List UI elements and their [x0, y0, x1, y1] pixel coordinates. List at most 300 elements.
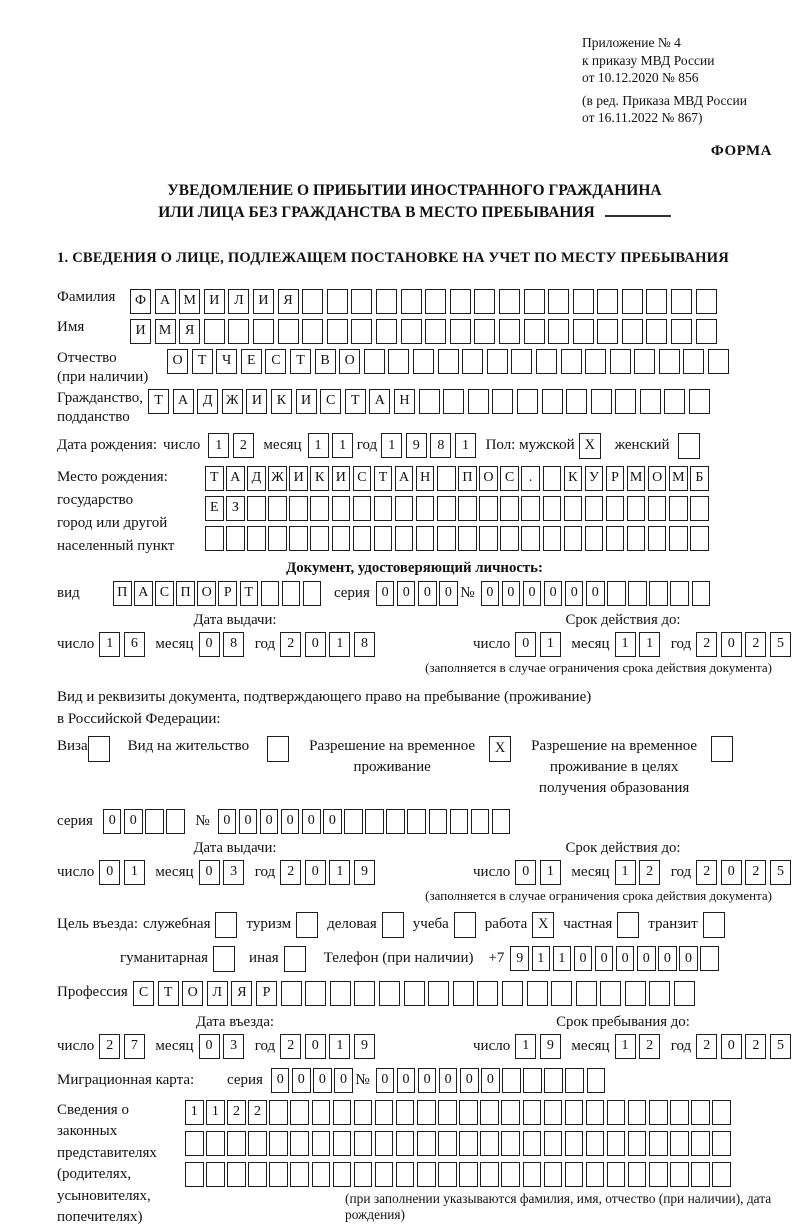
char-cell[interactable]: 2	[745, 632, 766, 657]
char-cell[interactable]: 0	[199, 632, 220, 657]
char-cell[interactable]: 0	[305, 860, 326, 885]
char-cell[interactable]	[585, 349, 606, 374]
char-cell[interactable]: 8	[430, 433, 451, 458]
char-cell[interactable]	[310, 496, 329, 521]
char-cell[interactable]	[374, 526, 393, 551]
char-cell[interactable]	[648, 526, 667, 551]
char-cell[interactable]: 0	[271, 1068, 290, 1093]
char-cell[interactable]: 0	[397, 1068, 416, 1093]
char-cell[interactable]	[269, 1100, 288, 1125]
char-cell[interactable]: 0	[481, 581, 500, 606]
char-cell[interactable]	[303, 581, 322, 606]
char-cell[interactable]: 0	[679, 946, 698, 971]
char-cell[interactable]: А	[226, 466, 245, 491]
char-cell[interactable]: 0	[586, 581, 605, 606]
char-cell[interactable]: 0	[305, 1034, 326, 1059]
char-cell[interactable]	[290, 1100, 309, 1125]
char-cell[interactable]: 2	[696, 632, 717, 657]
char-cell[interactable]	[290, 1131, 309, 1156]
char-cell[interactable]: 2	[639, 860, 660, 885]
char-cell[interactable]: 9	[354, 860, 375, 885]
char-cell[interactable]: 1	[124, 860, 145, 885]
char-cell[interactable]: О	[167, 349, 188, 374]
char-cell[interactable]	[458, 526, 477, 551]
char-cell[interactable]	[670, 1131, 689, 1156]
char-cell[interactable]	[332, 496, 351, 521]
char-cell[interactable]	[204, 319, 225, 344]
char-cell[interactable]	[689, 389, 710, 414]
char-cell[interactable]	[425, 319, 446, 344]
char-cell[interactable]	[696, 289, 717, 314]
char-cell[interactable]	[327, 289, 348, 314]
char-cell[interactable]	[524, 289, 545, 314]
char-cell[interactable]	[564, 526, 583, 551]
purpose-humanitarian-checkbox[interactable]	[213, 946, 235, 972]
char-cell[interactable]	[670, 1100, 689, 1125]
char-cell[interactable]: 2	[696, 1034, 717, 1059]
char-cell[interactable]	[344, 809, 363, 834]
char-cell[interactable]	[289, 496, 308, 521]
char-cell[interactable]	[690, 526, 709, 551]
char-cell[interactable]: М	[627, 466, 646, 491]
char-cell[interactable]	[625, 981, 646, 1006]
char-cell[interactable]	[428, 981, 449, 1006]
char-cell[interactable]: 1	[540, 860, 561, 885]
char-cell[interactable]: 0	[302, 809, 321, 834]
char-cell[interactable]	[459, 1100, 478, 1125]
char-cell[interactable]: 2	[248, 1100, 267, 1125]
char-cell[interactable]	[669, 496, 688, 521]
char-cell[interactable]: 9	[354, 1034, 375, 1059]
char-cell[interactable]: У	[585, 466, 604, 491]
char-cell[interactable]: 1	[615, 860, 636, 885]
char-cell[interactable]	[425, 289, 446, 314]
char-cell[interactable]: 0	[616, 946, 635, 971]
char-cell[interactable]	[659, 349, 680, 374]
char-cell[interactable]	[364, 349, 385, 374]
char-cell[interactable]	[480, 1100, 499, 1125]
char-cell[interactable]: 0	[439, 1068, 458, 1093]
char-cell[interactable]	[185, 1131, 204, 1156]
char-cell[interactable]: И	[246, 389, 267, 414]
char-cell[interactable]: 1	[455, 433, 476, 458]
char-cell[interactable]: 8	[223, 632, 244, 657]
char-cell[interactable]: П	[113, 581, 132, 606]
char-cell[interactable]: 1	[208, 433, 229, 458]
char-cell[interactable]	[527, 981, 548, 1006]
char-cell[interactable]	[226, 526, 245, 551]
char-cell[interactable]	[586, 1100, 605, 1125]
option-temp-residence-edu-checkbox[interactable]	[711, 736, 733, 762]
char-cell[interactable]	[450, 809, 469, 834]
char-cell[interactable]: 0	[502, 581, 521, 606]
char-cell[interactable]: 0	[305, 632, 326, 657]
char-cell[interactable]: Р	[218, 581, 237, 606]
char-cell[interactable]	[166, 809, 185, 834]
char-cell[interactable]: 1	[553, 946, 572, 971]
char-cell[interactable]	[375, 1131, 394, 1156]
char-cell[interactable]: Н	[394, 389, 415, 414]
char-cell[interactable]: И	[204, 289, 225, 314]
char-cell[interactable]	[375, 1100, 394, 1125]
char-cell[interactable]: Я	[231, 981, 252, 1006]
char-cell[interactable]	[401, 319, 422, 344]
char-cell[interactable]: 1	[615, 632, 636, 657]
char-cell[interactable]	[310, 526, 329, 551]
char-cell[interactable]	[185, 1162, 204, 1187]
char-cell[interactable]	[479, 526, 498, 551]
char-cell[interactable]: 0	[260, 809, 279, 834]
char-cell[interactable]	[374, 496, 393, 521]
option-residence-permit-checkbox[interactable]	[267, 736, 289, 762]
char-cell[interactable]: Н	[416, 466, 435, 491]
char-cell[interactable]	[649, 1131, 668, 1156]
char-cell[interactable]: 0	[721, 1034, 742, 1059]
char-cell[interactable]	[696, 319, 717, 344]
char-cell[interactable]	[536, 349, 557, 374]
char-cell[interactable]	[523, 1162, 542, 1187]
char-cell[interactable]	[670, 581, 689, 606]
char-cell[interactable]	[501, 1162, 520, 1187]
char-cell[interactable]: Я	[179, 319, 200, 344]
char-cell[interactable]	[585, 526, 604, 551]
char-cell[interactable]: Т	[158, 981, 179, 1006]
char-cell[interactable]: 1	[639, 632, 660, 657]
char-cell[interactable]: 3	[223, 860, 244, 885]
char-cell[interactable]	[450, 289, 471, 314]
char-cell[interactable]	[691, 1131, 710, 1156]
char-cell[interactable]	[312, 1162, 331, 1187]
char-cell[interactable]	[565, 1100, 584, 1125]
char-cell[interactable]	[523, 1100, 542, 1125]
char-cell[interactable]: С	[500, 466, 519, 491]
char-cell[interactable]: Т	[345, 389, 366, 414]
char-cell[interactable]: В	[315, 349, 336, 374]
char-cell[interactable]: М	[179, 289, 200, 314]
char-cell[interactable]: 0	[544, 581, 563, 606]
option-visa-checkbox[interactable]	[88, 736, 110, 762]
char-cell[interactable]: К	[564, 466, 583, 491]
char-cell[interactable]: 0	[439, 581, 458, 606]
char-cell[interactable]: 2	[280, 632, 301, 657]
char-cell[interactable]	[561, 349, 582, 374]
char-cell[interactable]	[591, 389, 612, 414]
purpose-official-checkbox[interactable]	[215, 912, 237, 938]
char-cell[interactable]	[305, 981, 326, 1006]
char-cell[interactable]	[450, 319, 471, 344]
char-cell[interactable]: 3	[223, 1034, 244, 1059]
char-cell[interactable]: И	[296, 389, 317, 414]
char-cell[interactable]: Ж	[222, 389, 243, 414]
char-cell[interactable]: 1	[329, 860, 350, 885]
char-cell[interactable]	[248, 1162, 267, 1187]
char-cell[interactable]: А	[134, 581, 153, 606]
char-cell[interactable]: З	[226, 496, 245, 521]
char-cell[interactable]	[500, 496, 519, 521]
char-cell[interactable]: 0	[515, 860, 536, 885]
sex-female-checkbox[interactable]	[678, 433, 700, 459]
purpose-tourism-checkbox[interactable]	[296, 912, 318, 938]
char-cell[interactable]	[499, 319, 520, 344]
char-cell[interactable]: 0	[99, 860, 120, 885]
char-cell[interactable]	[388, 349, 409, 374]
char-cell[interactable]: 0	[481, 1068, 500, 1093]
char-cell[interactable]	[565, 1131, 584, 1156]
char-cell[interactable]: Р	[606, 466, 625, 491]
char-cell[interactable]: 2	[99, 1034, 120, 1059]
char-cell[interactable]	[354, 1100, 373, 1125]
char-cell[interactable]: Д	[197, 389, 218, 414]
char-cell[interactable]	[524, 319, 545, 344]
char-cell[interactable]	[268, 496, 287, 521]
char-cell[interactable]	[407, 809, 426, 834]
char-cell[interactable]	[628, 581, 647, 606]
char-cell[interactable]: 2	[233, 433, 254, 458]
char-cell[interactable]	[606, 526, 625, 551]
char-cell[interactable]	[543, 496, 562, 521]
char-cell[interactable]: О	[339, 349, 360, 374]
char-cell[interactable]	[544, 1100, 563, 1125]
char-cell[interactable]: 1	[308, 433, 329, 458]
char-cell[interactable]	[615, 389, 636, 414]
char-cell[interactable]	[462, 349, 483, 374]
char-cell[interactable]	[573, 289, 594, 314]
char-cell[interactable]: 2	[280, 1034, 301, 1059]
char-cell[interactable]	[312, 1131, 331, 1156]
purpose-work-checkbox[interactable]: X	[532, 912, 554, 938]
char-cell[interactable]	[416, 496, 435, 521]
char-cell[interactable]	[551, 981, 572, 1006]
char-cell[interactable]	[458, 496, 477, 521]
char-cell[interactable]	[351, 319, 372, 344]
char-cell[interactable]	[708, 349, 729, 374]
char-cell[interactable]	[333, 1131, 352, 1156]
char-cell[interactable]: 1	[185, 1100, 204, 1125]
char-cell[interactable]	[628, 1162, 647, 1187]
char-cell[interactable]: С	[133, 981, 154, 1006]
char-cell[interactable]	[606, 496, 625, 521]
char-cell[interactable]	[480, 1162, 499, 1187]
char-cell[interactable]	[622, 289, 643, 314]
char-cell[interactable]	[521, 526, 540, 551]
option-temp-residence-checkbox[interactable]: X	[489, 736, 511, 762]
char-cell[interactable]	[564, 496, 583, 521]
char-cell[interactable]	[600, 981, 621, 1006]
char-cell[interactable]	[206, 1131, 225, 1156]
char-cell[interactable]: 0	[239, 809, 258, 834]
char-cell[interactable]: Л	[207, 981, 228, 1006]
char-cell[interactable]	[565, 1068, 584, 1093]
char-cell[interactable]	[690, 496, 709, 521]
char-cell[interactable]: 0	[313, 1068, 332, 1093]
char-cell[interactable]	[302, 289, 323, 314]
char-cell[interactable]	[646, 319, 667, 344]
char-cell[interactable]: 1	[515, 1034, 536, 1059]
purpose-transit-checkbox[interactable]	[703, 912, 725, 938]
char-cell[interactable]	[302, 319, 323, 344]
char-cell[interactable]: 0	[565, 581, 584, 606]
char-cell[interactable]: 0	[418, 1068, 437, 1093]
char-cell[interactable]: 0	[523, 581, 542, 606]
char-cell[interactable]	[573, 319, 594, 344]
char-cell[interactable]: 0	[376, 581, 395, 606]
char-cell[interactable]: М	[155, 319, 176, 344]
char-cell[interactable]: А	[173, 389, 194, 414]
char-cell[interactable]	[429, 809, 448, 834]
char-cell[interactable]	[548, 289, 569, 314]
char-cell[interactable]: 0	[334, 1068, 353, 1093]
char-cell[interactable]: 0	[103, 809, 122, 834]
char-cell[interactable]	[353, 496, 372, 521]
char-cell[interactable]	[413, 349, 434, 374]
char-cell[interactable]: 1	[329, 632, 350, 657]
char-cell[interactable]	[627, 496, 646, 521]
char-cell[interactable]	[712, 1162, 731, 1187]
char-cell[interactable]	[474, 289, 495, 314]
char-cell[interactable]: Д	[247, 466, 266, 491]
char-cell[interactable]	[669, 526, 688, 551]
char-cell[interactable]	[459, 1162, 478, 1187]
char-cell[interactable]	[453, 981, 474, 1006]
char-cell[interactable]: П	[458, 466, 477, 491]
char-cell[interactable]: 0	[658, 946, 677, 971]
char-cell[interactable]: 0	[637, 946, 656, 971]
char-cell[interactable]: .	[521, 466, 540, 491]
char-cell[interactable]: 1	[615, 1034, 636, 1059]
char-cell[interactable]	[247, 496, 266, 521]
char-cell[interactable]	[649, 581, 668, 606]
char-cell[interactable]	[205, 526, 224, 551]
char-cell[interactable]	[396, 1100, 415, 1125]
char-cell[interactable]: К	[271, 389, 292, 414]
char-cell[interactable]	[396, 1131, 415, 1156]
char-cell[interactable]: 5	[770, 1034, 791, 1059]
char-cell[interactable]	[477, 981, 498, 1006]
char-cell[interactable]	[474, 319, 495, 344]
char-cell[interactable]: О	[197, 581, 216, 606]
char-cell[interactable]: С	[265, 349, 286, 374]
char-cell[interactable]	[607, 1100, 626, 1125]
char-cell[interactable]: 1	[329, 1034, 350, 1059]
char-cell[interactable]	[499, 289, 520, 314]
char-cell[interactable]: А	[395, 466, 414, 491]
char-cell[interactable]	[327, 319, 348, 344]
char-cell[interactable]	[281, 981, 302, 1006]
char-cell[interactable]: П	[176, 581, 195, 606]
char-cell[interactable]	[607, 581, 626, 606]
char-cell[interactable]	[544, 1162, 563, 1187]
char-cell[interactable]	[628, 1100, 647, 1125]
char-cell[interactable]	[417, 1162, 436, 1187]
char-cell[interactable]: 9	[406, 433, 427, 458]
char-cell[interactable]	[521, 496, 540, 521]
char-cell[interactable]: 0	[199, 1034, 220, 1059]
char-cell[interactable]: О	[479, 466, 498, 491]
char-cell[interactable]	[379, 981, 400, 1006]
char-cell[interactable]: 0	[218, 809, 237, 834]
purpose-business-checkbox[interactable]	[382, 912, 404, 938]
char-cell[interactable]	[438, 1162, 457, 1187]
purpose-private-checkbox[interactable]	[617, 912, 639, 938]
char-cell[interactable]: 0	[721, 860, 742, 885]
char-cell[interactable]	[511, 349, 532, 374]
char-cell[interactable]: Е	[205, 496, 224, 521]
char-cell[interactable]	[438, 1100, 457, 1125]
char-cell[interactable]	[459, 1131, 478, 1156]
char-cell[interactable]	[416, 526, 435, 551]
char-cell[interactable]: О	[648, 466, 667, 491]
char-cell[interactable]	[586, 1162, 605, 1187]
char-cell[interactable]	[691, 1162, 710, 1187]
char-cell[interactable]: 1	[332, 433, 353, 458]
char-cell[interactable]	[354, 1131, 373, 1156]
char-cell[interactable]	[480, 1131, 499, 1156]
char-cell[interactable]	[375, 1162, 394, 1187]
char-cell[interactable]	[487, 349, 508, 374]
char-cell[interactable]	[330, 981, 351, 1006]
char-cell[interactable]: 8	[354, 632, 375, 657]
char-cell[interactable]	[627, 526, 646, 551]
char-cell[interactable]	[502, 981, 523, 1006]
char-cell[interactable]	[649, 1162, 668, 1187]
char-cell[interactable]: Т	[290, 349, 311, 374]
char-cell[interactable]	[543, 526, 562, 551]
char-cell[interactable]	[396, 1162, 415, 1187]
char-cell[interactable]	[248, 1131, 267, 1156]
char-cell[interactable]	[438, 349, 459, 374]
char-cell[interactable]	[691, 1100, 710, 1125]
char-cell[interactable]	[692, 581, 711, 606]
char-cell[interactable]: 6	[124, 632, 145, 657]
char-cell[interactable]: 1	[532, 946, 551, 971]
char-cell[interactable]	[437, 526, 456, 551]
char-cell[interactable]	[437, 496, 456, 521]
char-cell[interactable]	[542, 389, 563, 414]
char-cell[interactable]: Ф	[130, 289, 151, 314]
char-cell[interactable]	[640, 389, 661, 414]
char-cell[interactable]: 0	[721, 632, 742, 657]
char-cell[interactable]	[576, 981, 597, 1006]
char-cell[interactable]	[247, 526, 266, 551]
char-cell[interactable]	[268, 526, 287, 551]
char-cell[interactable]	[269, 1131, 288, 1156]
char-cell[interactable]: 1	[540, 632, 561, 657]
char-cell[interactable]	[649, 981, 670, 1006]
char-cell[interactable]: Ж	[268, 466, 287, 491]
char-cell[interactable]: И	[253, 289, 274, 314]
char-cell[interactable]: А	[155, 289, 176, 314]
char-cell[interactable]	[674, 981, 695, 1006]
char-cell[interactable]	[438, 1131, 457, 1156]
char-cell[interactable]: И	[332, 466, 351, 491]
char-cell[interactable]	[332, 526, 351, 551]
char-cell[interactable]: Я	[278, 289, 299, 314]
char-cell[interactable]	[365, 809, 384, 834]
char-cell[interactable]	[523, 1068, 542, 1093]
char-cell[interactable]: Т	[240, 581, 259, 606]
char-cell[interactable]	[586, 1131, 605, 1156]
char-cell[interactable]: 5	[770, 632, 791, 657]
char-cell[interactable]: 1	[206, 1100, 225, 1125]
char-cell[interactable]: 0	[281, 809, 300, 834]
char-cell[interactable]	[353, 526, 372, 551]
char-cell[interactable]: 0	[574, 946, 593, 971]
char-cell[interactable]	[607, 1162, 626, 1187]
char-cell[interactable]: К	[310, 466, 329, 491]
char-cell[interactable]	[290, 1162, 309, 1187]
char-cell[interactable]	[145, 809, 164, 834]
char-cell[interactable]: С	[155, 581, 174, 606]
